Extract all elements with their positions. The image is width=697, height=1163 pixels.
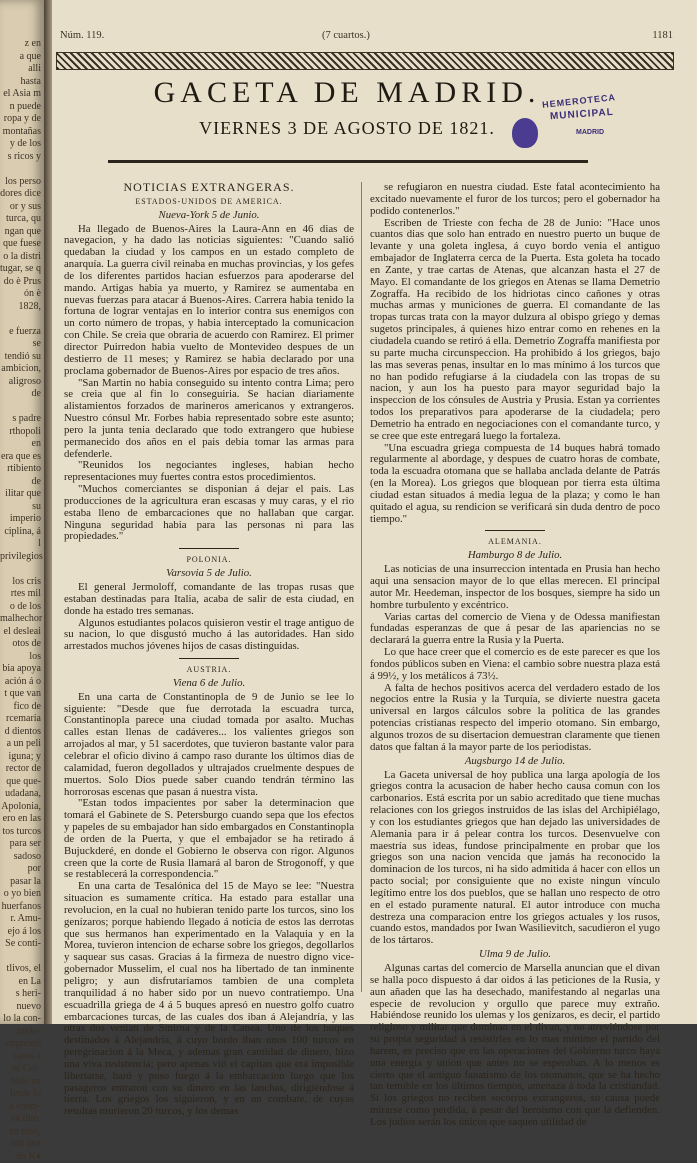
previous-page-line: o de los [0,601,41,614]
previous-page-line: o la distri [0,251,41,264]
article-paragraph: "Estan todos impacientes por saber la determinacion que tomará el Gabinete de S. Petersburgo cuando sepa que los efectos y papeles de su embajador han sido embargados en Constantinopla de orden de la Puerta, y que el embajador se ha retirado á Bujuckderé, en donde el Gobierno le observa con rigor. Algunos creen que la corte de Rusia llamará al baron de Strogonoff, y que se restablecerá la correspondencia." [64,798,354,881]
previous-page-line: ón è 1828, [0,288,41,313]
previous-page-line [0,563,41,576]
previous-page-line: los cris [0,576,41,589]
previous-page-line: bia apoya [0,663,41,676]
stamp-line-3: MADRID [576,129,604,136]
previous-page-line: lesde lo [0,1088,41,1101]
previous-page-line: rector de [0,763,41,776]
masthead-title: GACETA DE MADRID. [102,76,592,110]
previous-page-line: s heri- [0,988,41,1001]
section-country: POLONIA. [64,554,354,566]
issue-date: VIERNES 3 DE AGOSTO DE 1821. [102,118,592,139]
previous-page-line: o yo bien [0,888,41,901]
previous-page-line: n puede [0,101,41,114]
article-paragraph: "Una escuadra griega compuesta de 14 buques habrá tomado regularmente al abordage, y despues de cuatro horas de combate, toda la escuadra otomana que se hallaba anclada delante de Patrás (en la Morea). Los griegos que bloquean por tierra esta última ciudad estan situados á media legua de la plaza; y como le han quitado el agua, su rendicion se verificará sin duda dentro de poco tiempo." [370,443,660,526]
issue-price: (7 cuartos.) [322,30,370,41]
previous-page-line: lo la con- [0,1013,41,1026]
newspaper-page [52,0,697,1024]
previous-page-line: a un peli [0,738,41,751]
previous-page-line: el Asia m [0,88,41,101]
previous-page-line: aligroso de [0,376,41,401]
previous-page-line: los perso [0,176,41,189]
article-paragraph: El general Jermoloff, comandante de las tropas rusas que estaban destinadas para Italia, acaba de salir de esta ciudad, en donde ha estado tres semanas. [64,582,354,618]
separator-rule [179,548,239,549]
previous-page-line: ambicion, [0,363,41,376]
previous-page-line: rthopoli en [0,426,41,451]
previous-page-line: se Cor- [0,1063,41,1076]
previous-page-line: ropa y de [0,113,41,126]
previous-page-line: ón K♦ [0,1151,41,1163]
previous-page-line: nuevo [0,1001,41,1014]
section-country: AUSTRIA. [64,664,354,676]
dateline: Augsburgo 14 de Julio. [370,756,660,768]
previous-page-line: s ricos y [0,151,41,164]
previous-page-line: montañas [0,126,41,139]
previous-page-line: rtes mil [0,588,41,601]
previous-page-line [0,401,41,414]
previous-page-line: ejo á los [0,926,41,939]
previous-page-line: a que [0,51,41,64]
previous-page-line: invio- [0,1026,41,1039]
article-paragraph: En una carta de Constantinopla de 9 de Junio se lee lo siguiente: "Desde que fue derrotada la escuadra turca, Constantinopla parece una ciudad tomada por asalto. Muchas calles estan llenas de cadáveres... los valientes griegos son arrojados al mar, y 51 sacerdotes, que tuvieron bastante valor para celebrar el oficio divino á campo raso durante los últimos dias de calamidad, fueron degollados y ultrajados cruelmente despues de muertos. Solo Dios puede saber cuando tendrán término las horrorosas escenas que pasan á nuestra vista. [64,692,354,799]
previous-page-line: otos de los [0,638,41,663]
previous-page-line: iguna; y [0,751,41,764]
previous-page-text [0,0,44,1163]
article-paragraph: Las noticias de una insurreccion intentada en Prusia han hecho aqui una sensacion mayor de lo que ellas merecen. El principal autor Mr. Heedeman, inspector de los bosques, siempre ha sido un hombre turbulento y excéntrico. [370,564,660,611]
previous-page-line: ongresso [0,1038,41,1051]
stamp-seal-icon [512,118,538,148]
article-paragraph: "Reunidos los negociantes ingleses, habian hecho representaciones muy fuertes contra estos procedimientos. [64,460,354,484]
previous-page-line: ciplina, á l [0,526,41,551]
left-column [64,182,354,1118]
previous-page-line: huerfanos [0,901,41,914]
previous-page-line: a enem- [0,1101,41,1114]
previous-page-line: que fuese [0,238,41,251]
previous-page-line: turca, qu [0,213,41,226]
article-paragraph: Lo que hace creer que el comercio es de este parecer es que los fondos públicos suben en Viena: el cambio sobre nuestra plaza está á 99½, y los metálicos á 73½. [370,647,660,683]
separator-rule [485,530,545,531]
previous-page-line: dores dice [0,188,41,201]
previous-page-line: ación á o [0,676,41,689]
previous-page-line: privilegios [0,551,41,564]
previous-page-line: rcemaria [0,713,41,726]
previous-page-line: tendió su [0,351,41,364]
article-paragraph: En una carta de Tesalónica del 15 de Mayo se lee: "Nuestra situacion es sumamente crítica. Ha estado para estallar una revolucion, en la cual no hubieran tenido parte los turcos, sino los genízaros; porque habiendo llegado á noticia de estos las derrotas que sus hermanos han experimentado en la Valaquia y en la Morea, tuvieron intencion de echarse sobre los griegos, degollarlos y saquear sus casas. Gracias á la firmeza de nuestro digno vice-gobernador Musselim, el cual nos ha libertado de tan inminente peligro; y aun disfrutaríamos tambien de una completa tranquilidad á no haber sido por un nuevo contratiempo. Una escuadrilla griega de 4 á 5 buques apresó en nuestro golfo cuatro embarcaciones turcas, de las cuales dos iban á Alejandría, y las otras dos venian de Smirna y de la Canea. Uno de los buques destinados á Alejandría, á cuyo bordo iban unos 100 turcos en peregrinacion á la Meca, y ademas gran cantidad de dinero, hizo una viva resistencia; pero apenas vió el capitan que era imposible libertarse, baró y puso fuego á la embarcacion luego que los pasageros entraron con su dinero en las lanchas, dirigiéndose á tierra. Los griegos los siguieron, y en un combate, de cuyas resultas murieron 20 turcos, y los demas [64,881,354,1118]
previous-page-line: ero en las [0,813,41,826]
previous-page-line: bido en [0,1076,41,1089]
article-paragraph: "San Martin no habia conseguido su intento contra Lima; pero se creia que al fin lo conseguiria. Se hacian diariamente alistamientos forzados de marineros americanos y extrangeros. Nuestro cónsul Mr. Forbes habia representado sobre este asunto; pero la junta tenia declarado que todo extrangero que hubiese permanecido dos años en el pais debia tomar las armas para defenderle. [64,378,354,461]
stamp-line-2: MUNICIPAL [550,107,614,122]
previous-page-line: e fuerza se [0,326,41,351]
article-paragraph: Varias cartas del comercio de Viena y de Odessa manifiestan fundadas esperanzas de que á pesar de las apariencias no se declarará la guerra entre la Rusia y la Puerta. [370,612,660,648]
previous-page-line: el desleai [0,626,41,639]
dateline: Hamburgo 8 de Julio. [370,550,660,562]
previous-page-line [0,313,41,326]
right-column [370,182,660,1129]
article-paragraph: se refugiaron en nuestra ciudad. Este fatal acontecimiento ha excitado nuevamente el furor de los turcos; pero el gobernador ha podido contenerlos." [370,182,660,218]
previous-page-line: tugar, se q [0,263,41,276]
previous-page-line: rasos a [0,1051,41,1064]
decorative-band [56,52,674,70]
article-paragraph: Algunos estudiantes polacos quisieron vestir el trage antiguo de su nacion, lo que disgustó mucho á las autoridades. Han sido arrestados muchos jóvenes hijos de casas distinguidas. [64,618,354,654]
issue-number: Núm. 119. [60,30,104,41]
previous-page-line: tlivos, el [0,963,41,976]
previous-page-line: d dientos [0,726,41,739]
article-paragraph: La Gaceta universal de hoy publica una larga apología de los griegos contra la acusacion de haber hecho causa comun con los carbonarios. Está escrita por un sabio acreditado que tiene muchas relaciones con los griegos instruidos de las islas del Archipiélago, y con los estudiantes griegos que han dejado las universidades de Alemania para ir á pelear contra los turcos. Desenvuelve con maestría sus ideas, fundose principalmente en probar que los griegos son una nacion vencida que jamás ha reconocido la dominacion de los turcos, ni ha sido admitida á hacer con ellos un pacto social; por consiguiente que no existe ningun vínculo legítimo entre los dos pueblos, que se hallan uno respecto de otro en el estado puramente natural. El autor introduce con mucha destreza una comparacion entre los griegos actuales y los rusos, cuando estos, mandados por Iwan Wasilievitch, sacudieron el yugo de los tártaros. [370,770,660,948]
previous-page-line: or y sus [0,201,41,214]
previous-page-line: hasta [0,76,41,89]
previous-page-line: tos turcos [0,826,41,839]
previous-page-line: en La [0,976,41,989]
previous-page-line: Se conti- [0,938,41,951]
previous-page-line: udadana, [0,788,41,801]
previous-page-line: para ser [0,838,41,851]
previous-page-line: t que van [0,688,41,701]
dateline: Ulma 9 de Julio. [370,949,660,961]
book-gutter [44,0,52,1024]
previous-page-line: pasar la [0,876,41,889]
library-stamp [506,96,636,166]
dateline: Varsovia 5 de Julio. [64,568,354,580]
previous-page-line: iste una [0,1138,41,1151]
previous-page-line: r. Amu- [0,913,41,926]
article-paragraph: Escriben de Trieste con fecha de 28 de Junio: "Hace unos cuantos dias que solo han entrado en nuestro puerto un buque de levante y una goleta inglesa, á cuyo bordo venia el antiguo embajador de Inglaterra cerca de la Puerta. Esta goleta ha tocado en Zante, y trae cartas de Atenas, que alcanzan hasta el 27 de Mayo. El comandante de los griegos en Atenas se llama Demetrio Zograffa. Ha recibido de los hidriotas cinco cañones y otras muchas armas y municiones de guerra. El comandante de las tropas turcas trata con la mayor dulzura al obispo griego y demas sugetos principales, á quienes hizo entrar como en rehenes en la ciudadela cuando se retiró á ella. Demetrio Zograffa manifiesta por su parte mucha circunspeccion. Ha prohibido á los griegos, bajo las mas severas penas, insultar en lo mas mínimo á los turcos que no han podido refugiarse á la ciudadela con las tropas de su nacion, y aun los ha puesto para mayor seguridad bajo la inspeccion de los cónsules de Austria y Prusia. Estan ya corrientes todos los preparativos para apoderarse de la ciudadela; pero Demetrio ha entrado en negociaciones con el comandante turco, y se cree que este entregará luego la fortaleza. [370,218,660,443]
previous-page-line: ngan que [0,226,41,239]
article-paragraph: Ha llegado de Buenos-Aires la Laura-Ann en 46 dias de navegacion, y ha dado las noticias siguientes: "Cuando salió quedaban la ciudad y los campos en un estado completo de anarquía. La guerra civil reinaba en muchas provincias, y los gefes de los diferentes partidos hacian esfuerzos para apoderarse del mando. Artigas habia ya muerto, y Ramirez se aumentaba en nuevas fuerzas para atacar á Buenos-Aires. Carrera habia tenido la fortuna de lograr ventajas en lo interior contra sus enemigos con un corto número de tropas, y habia interceptado la comunicacion con Chile. Se creia que obraria de acuerdo con Ramirez. El primer director Puirredon habia vuelto de Montevideo despues de un destierro de 11 meses; y Ramirez se habia declarado por una proclama gobernador de Buenos-Aires por espacio de tres años. [64,224,354,378]
previous-page-line: que que- [0,776,41,789]
dateline: Nueva-York 5 de Junio. [64,210,354,222]
previous-page-line: era que es [0,451,41,464]
previous-page-line [0,163,41,176]
previous-page-line [0,951,41,964]
previous-page-line: rit dito, [0,1113,41,1126]
previous-page-line: Apolonia, [0,801,41,814]
page-number: 1181 [652,30,673,41]
previous-page-edge [0,0,44,1024]
article-paragraph: A falta de hechos positivos acerca del verdadero estado de los negocios entre la Rusia y la Turquía, se divierte nuestra gaceta universal en largos cálculos sobre la política de las grandes potencias cristianas respecto del imperio otomano. Sin embargo, algunos trozos de su disertacion demuestran claramente que tienen datos que faltan á la mayor parte de los periodistas. [370,683,660,754]
section-heading: NOTICIAS EXTRANGERAS. [64,182,354,194]
masthead-rule [108,160,588,163]
previous-page-line: ilitar que [0,488,41,501]
previous-page-line: s padre [0,413,41,426]
previous-page-line: su imperio [0,501,41,526]
previous-page-line: en ruso, [0,1126,41,1139]
previous-page-line: alli [0,63,41,76]
previous-page-line: rtibiento de [0,463,41,488]
column-divider [361,182,362,992]
previous-page-line: sadoso por [0,851,41,876]
article-paragraph: "Muchos comerciantes se disponian á dejar el pais. Las producciones de la agricultura eran escasas y muy caras, y el rio estaba lleno de embarcaciones que no hallaban que cargar. Ninguna seguridad habia para las personas ni para las propiedades." [64,484,354,543]
section-country: ESTADOS-UNIDOS DE AMERICA. [64,196,354,208]
stamp-line-1: HEMEROTECA [542,92,617,110]
previous-page-line: y de los [0,138,41,151]
article-paragraph: Algunas cartas del comercio de Marsella anuncian que el divan se halla poco dispuesto á dar oidos á las peticiones de la Rusia, y aun añaden que las ha desechado, manifestando al negarlas una especie de revolucion y orgullo que parece muy extraño. Habiéndose reunido los ulemas y los genízaros, es decir, el partido religioso y militar que dominan en el divan, y no atreviéndose por su propia seguridad á resistirles en lo mas mínimo el partido del harem, es preciso que en las operaciones del Gobierno turco haya una energía y union que antes no se esperaban. A lo menos es cierto que el antiguo fanatismo de los otomanos, que se ha hecho tan temible en los últimos tiempos, amenaza á toda la cristiandad. Si los griegos no reciben socorros extrangeros, su causa puede mirarse como perdida, á pesar del heroismo con que la defienden. Los judíos serán los únicos que saquen utilidad de [370,963,660,1129]
previous-page-line: z en [0,38,41,51]
previous-page-line: do è Prus [0,276,41,289]
previous-page-line: fico de [0,701,41,714]
separator-rule [179,658,239,659]
previous-page-line: malhechor [0,613,41,626]
dateline: Viena 6 de Julio. [64,678,354,690]
section-country: ALEMANIA. [370,536,660,548]
